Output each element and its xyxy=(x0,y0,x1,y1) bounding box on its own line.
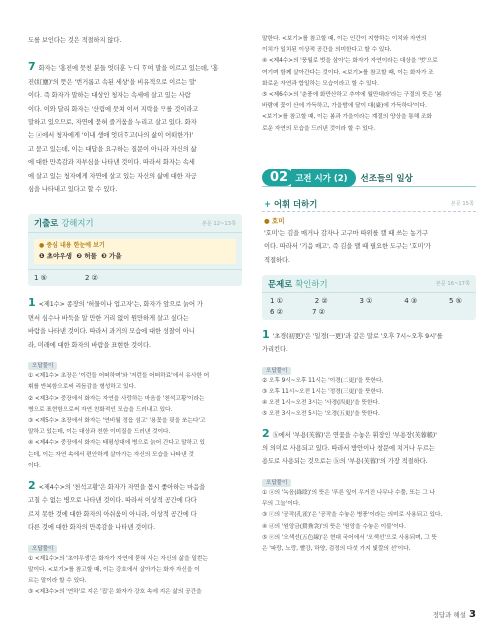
page-reference: 본문 15쪽 xyxy=(450,201,474,208)
explanation-line: 말이다. <보기>를 참고할 때, 이는 강호에서 살아가는 화자 자신을 이 xyxy=(28,566,200,573)
question-number: 1 xyxy=(262,328,270,342)
left-column xyxy=(28,0,242,598)
q1-line: 가리킨다. xyxy=(262,346,288,354)
vocab-title: + 어휘 더하기 xyxy=(264,198,318,209)
q1-line: 1 <제1수> 종장의 '허물이나 업고자'는, 화자가 앞으로 늙어 가 xyxy=(28,296,203,310)
section-header xyxy=(262,169,476,187)
problems-box xyxy=(262,275,476,320)
explanation-line: 무의 그늘'이다. xyxy=(262,501,300,508)
q7-line: 7 화자는 '홍진에 뭇친 분들 엇더훈 ᄂᆞ디 ᄒᆞ여 말을 이르고 있는데, '홍 xyxy=(28,60,219,74)
explanation-line: 화로운 자연과 합일하는 모습이라고 할 수 있다. xyxy=(262,80,379,87)
summary-box xyxy=(34,239,236,264)
vocab-box xyxy=(262,197,476,267)
q1-line: 라, 미래에 대한 화자의 바람을 표현한 것이다. xyxy=(28,341,151,349)
q2-line: 2 ⓑ에서 '부용(芙蓉)'은 연꽃을 수놓은 휘장인 '부용장(芙蓉帳)' xyxy=(262,426,437,440)
right-column xyxy=(262,0,476,555)
wrong-answer-tag: 오답풀이 xyxy=(262,479,291,487)
explanation-line: ④ <제4수>의 '풍월로 벗을 삼아'는 화자가 자연이라는 대상을 '벗'으로 xyxy=(262,58,438,65)
wrong-answer-tag: 오답풀이 xyxy=(28,545,57,553)
explanation-line: 바람에 꽃이 산에 가득하고, 가을밤에 달이 대(臺)에 가득하다'이다. xyxy=(262,103,427,110)
explanation-line: ⑤ ⓔ의 '오색선(五色線)'은 현대 국어에서 '오색선'으로 사용되며, 그 뜻 xyxy=(262,534,437,541)
explanation-line: 병으로 표현함으로써 자연 친화적인 모습을 드러내고 있다. xyxy=(28,406,173,413)
q7-line: 이다. 이와 달리 화자는 '산림에 뭇쳐 이셔 지락을 ᄆᆞ를 것이라고 xyxy=(28,105,199,113)
answer-row xyxy=(28,269,242,282)
section-divider xyxy=(262,186,476,187)
answer-item: 1 ⑤ xyxy=(34,274,47,283)
top-line: 도를 보인다는 것은 적절하지 않다. xyxy=(28,37,122,44)
explanation-line: 로운 자연의 모습을 드러낸 것이라 할 수 있다. xyxy=(262,125,375,132)
q1-line: 1 '초경(初更)'은 '일경(一更)'과 같은 말로 '오후 7시~오후 9시'를 xyxy=(262,328,443,342)
q7-line: 심을 나타내고 있다고 할 수 있다. xyxy=(28,186,118,194)
explanation-line: ② <제3수> 중장에서 화자는 자연을 사랑하는 마음을 '천석고황'이라는 xyxy=(28,395,205,402)
explanation-line: ④ <제4수> 중장에서 화자는 태평성대에 병으로 늙어 간다고 말하고 있 xyxy=(28,440,205,447)
answer-item: 2 ② xyxy=(84,274,98,283)
answer-item: 3 ① xyxy=(359,297,373,306)
explanation-line: 여기며 함께 살아간다는 것이다. <보기>를 참고할 때, 이는 화자가 조 xyxy=(262,69,434,76)
answer-item: 4 ③ xyxy=(404,297,418,306)
question-number: 1 xyxy=(28,296,36,310)
vocab-line: 적절하다. xyxy=(264,256,290,264)
q7-line: 진(紅塵)'의 뜻은 '번거롭고 속된 세상'을 비유적으로 이르는 말' xyxy=(28,78,197,86)
question-number: 2 xyxy=(28,478,36,492)
wrong-answer-tag: 오답풀이 xyxy=(262,367,291,375)
q7-line: 는 ⓐ에서 청자에게 '이내 생애 엇더ᄒᆞ고(나의 삶이 어떠한가)' xyxy=(28,132,194,140)
q2-line: 용도로 사용되는 것으로는 ⓑ의 '부용(芙蓉)'의 가장 적절하다. xyxy=(262,458,428,466)
summary-title: ● 중심 내용 한눈에 보기 xyxy=(39,242,105,250)
explanation-line: 르는 말이라 할 수 있다. xyxy=(28,577,87,584)
explanation-line: 이치가 일치된 이상적 공간을 의미한다고 할 수 있다. xyxy=(262,47,392,54)
vocab-header xyxy=(262,197,476,212)
explanation-line: ⑤ <제6수>의 '춘풍에 화만산하고 추야에 월만대라'라는 구절의 뜻은 '봄 xyxy=(262,92,442,99)
answer-item: 7 ② xyxy=(311,308,325,317)
explanation-line: ① <제1수> 초장은 '이런들 어떠하며'와 '저런들 어떠하료'에서 유사한 어 xyxy=(28,373,210,380)
plus-icon: + xyxy=(264,198,274,209)
explanation-line: ③ <제5수> 초장에서 화자는 '연비월 정읍 섬고' '용꽃을 핏을 쏘는다'고 xyxy=(28,417,206,424)
answer-item: 1 ① xyxy=(270,297,283,306)
problems-title: 문제로 확인하기 xyxy=(268,278,328,289)
section-subtitle: 선조들의 일상 xyxy=(360,173,413,184)
answer-item: 6 ② xyxy=(270,308,283,317)
vocab-line: '호미'는 김을 매거나 감자나 고구마 따위를 캘 때 쓰는 농기구 xyxy=(264,229,428,237)
practice-title: 기출로 강해지기 xyxy=(34,218,94,229)
question-number: 7 xyxy=(28,60,36,74)
q7-line: 에 대한 만족감과 자부심을 나타낸 것이다. 따라서 화자는 속세 xyxy=(28,159,195,167)
explanation-line: ④ 오전 1시~오전 3시는 '사경(四更)'을 뜻한다. xyxy=(262,400,380,407)
practice-header xyxy=(28,214,242,233)
continued-explanation xyxy=(262,34,476,135)
explanation-line: 는데, 이는 자연 속에서 편안하게 살아가는 자신의 모습을 나타낸 것 xyxy=(28,451,194,458)
page-reference: 본문 12~13쪽 xyxy=(201,220,236,227)
question-1 xyxy=(28,296,242,471)
explanation-line: ③ ⓒ의 '공작(孔雀)'은 '공작을 수놓은 병풍'이라는 의미로 사용되고 있다. xyxy=(262,512,443,519)
question-7 xyxy=(28,60,242,196)
question-2 xyxy=(28,479,242,598)
wrong-answer-tag: 오답풀이 xyxy=(28,362,57,370)
question-1-right xyxy=(262,328,476,421)
vocab-line: 이다. 따라서 '기음 매고', 즉 김을 맬 때 필요한 도구는 '호미'가 xyxy=(264,243,431,251)
explanation-line: ② 오후 9시~오후 11시는 '이경(二更)'을 뜻한다. xyxy=(262,377,384,384)
explanation-line: ⑤ 오전 3시~오전 5시는 '오경(五更)'을 뜻한다. xyxy=(262,411,380,418)
vocab-word: ● 호미 xyxy=(264,216,285,225)
answer-item: 2 ② xyxy=(314,297,328,306)
explanation-line: 은 '파랑, 노랑, 빨강, 하양, 검정의 다섯 가지 빛깔의 선'이다. xyxy=(262,545,411,552)
explanation-line: 말하고 있는데, 이는 대상과 친한 이미질을 드러낸 것이다. xyxy=(28,429,171,436)
explanation-line: 휘를 반복함으로써 리듬감을 형성하고 있다. xyxy=(28,384,136,391)
answer-row xyxy=(262,305,476,316)
question-number: 2 xyxy=(262,426,270,440)
answer-row xyxy=(262,293,476,305)
question-2-right xyxy=(262,427,476,555)
explanation-line: ① <제1수>의 '초야우생'은 화자가 자연에 묻혀 사는 자신의 삶을 일컫는 xyxy=(28,555,208,562)
explanation-line: 말한다. <보기>를 참고할 때, 이는 인간이 지향하는 이치와 자연의 xyxy=(262,36,427,42)
explanation-line: <보기>를 참고할 때, 이는 봄과 가을이라는 계절의 양상을 통해 조화 xyxy=(262,114,432,121)
q2-line: 의 의미로 사용되고 있다. 따라서 방안이나 창문에 치거나 두르는 xyxy=(262,445,435,453)
q2-line: 2 <제4수>의 '천석고황'은 화자가 자연을 몹시 좋아하는 마음을 xyxy=(28,478,206,492)
summary-items: ❶ 초야우생 ❷ 허물 ❸ 가을 xyxy=(39,252,122,261)
footer-label: 정답과 해설 xyxy=(432,611,467,619)
explanation-line: 이다. xyxy=(28,462,41,469)
section-number-badge: 02 xyxy=(262,169,294,186)
q7-line: 에 살고 있는 청자에게 자연에 살고 있는 자신의 삶에 대한 자긍 xyxy=(28,172,197,180)
q2-line: 르지 못한 것에 대한 화자의 아쉬움이 아니라, 이상적 공간에 다 xyxy=(28,510,197,518)
problems-header xyxy=(262,275,476,293)
q1-line: 바람을 나타낸 것이다. 따라서 과거의 모습에 대한 성찰이 아니 xyxy=(28,328,195,336)
q2-line: 다른 것에 대한 화자의 만족감을 나타낸 것이다. xyxy=(28,524,155,532)
explanation-line: ④ ⓓ의 '원앙금(鴛鴦衾)'의 뜻은 '원앙을 수놓은 이불'이다. xyxy=(262,523,406,530)
q7-line: 이다. 즉 화자가 말하는 대상인 청자는 속세에 살고 있는 사람 xyxy=(28,92,191,100)
section-title: 고전 시가 (2) xyxy=(291,169,355,187)
q2-line: 고칠 수 없는 병으로 나타낸 것이다. 따라서 이상적 공간에 다다 xyxy=(28,497,197,505)
q7-line: 고 묻고 있는데, 이는 대답을 요구하는 질문이 아니라 자신의 삶 xyxy=(28,145,197,153)
explanation-line: ① ⓐ의 '녹음(綠陰)'의 뜻은 '푸른 잎이 우거진 나무나 수풀, 또는 그 나 xyxy=(262,489,435,496)
page-reference: 본문 16~17쪽 xyxy=(435,281,470,288)
page-footer xyxy=(433,609,476,620)
q7-line: 말하고 있으므로, 자연에 묻혀 즐거움을 누리고 살고 있다. 화자 xyxy=(28,119,197,127)
explanation-line: ③ <제3수>의 '연하'로 지은 '집'은 화자가 강호 속에 지은 삶의 공간을 xyxy=(28,589,202,596)
page-number: 3 xyxy=(469,609,476,620)
practice-box xyxy=(28,214,242,286)
q1-line: 면서 심수나 바둑을 알 만한 거리 없이 원만하게 살고 싶다는 xyxy=(28,314,189,322)
explanation-line: ③ 오후 11시~오전 1시는 '정경(三更)'을 뜻한다. xyxy=(262,389,384,396)
answer-item: 5 ⑤ xyxy=(449,297,462,306)
